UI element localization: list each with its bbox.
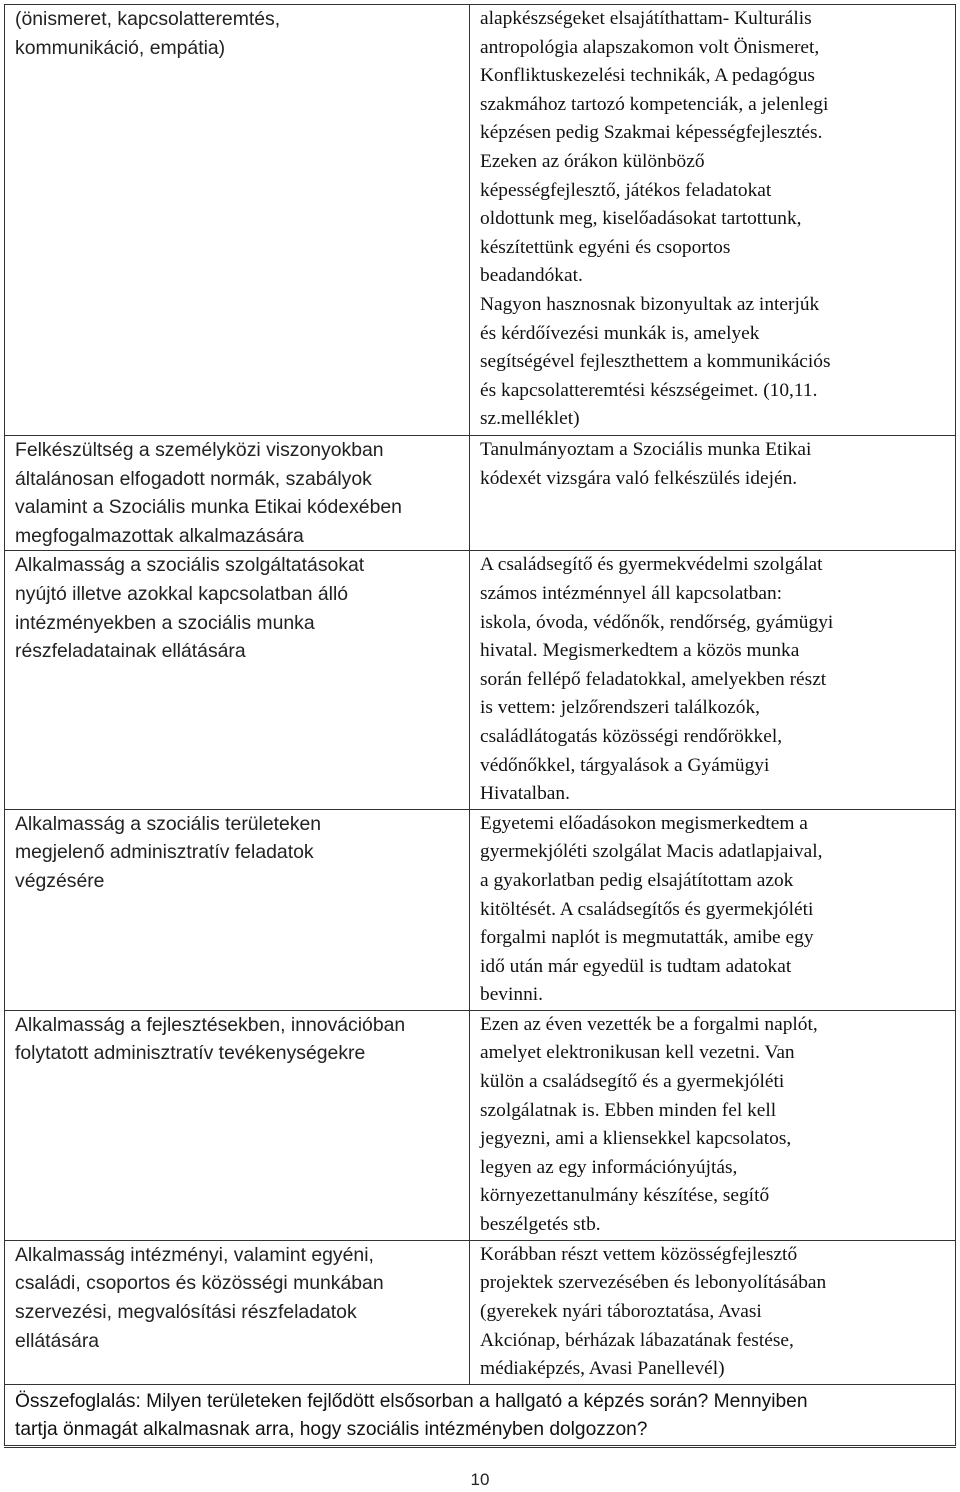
evidence-cell xyxy=(470,1010,956,1240)
evidence-paragraph: Egyetemi előadásokon megismerkedtem a gyermekjóléti szolgálat Macis adatlapjaival, a gyakorlatban pedig elsajátítottam azok kitöltését. A családsegítős és gyermekjóléti forgalmi naplót is megmutatták, amibe egy idő után már egyedül is tudtam adatokat bevinni. xyxy=(480,812,823,1006)
evidence-paragraph: Tanulmányoztam a Szociális munka Etikai kódexét vizsgára való felkészülés idején. xyxy=(480,439,812,489)
evidence-cell xyxy=(470,436,956,551)
competency-cell xyxy=(5,809,470,1010)
evidence-cell xyxy=(470,1240,956,1384)
summary-cell xyxy=(5,1384,956,1446)
table-row xyxy=(5,436,956,551)
competency-text: Felkészültség a személyközi viszonyokban általánosan elfogadott normák, szabályok valamint a Szociális munka Etikai kódexében megfogalmazottak alkalmazására xyxy=(15,439,402,547)
evidence-paragraph: Korábban részt vettem közösségfejlesztő projektek szervezésében és lebonyolításában (gyerekek nyári táboroztatása, Avasi Akciónap, bérházak lábazatának festése, médiaképzés, Avasi Panellevél) xyxy=(480,1243,827,1380)
summary-text: Összefoglalás: Milyen területeken fejlődött elsősorban a hallgató a képzés során? Mennyiben tartja önmagát alkalmasnak arra, hogy szociális intézményben dolgozzon? xyxy=(15,1390,808,1441)
evidence-paragraph: alapkészségeket elsajátíthattam- Kulturális antropológia alapszakomon volt Önismeret, Konfliktuskezelési technikák, A pedagógus szakmához tartozó kompetenciák, a jelenlegi képzésen pedig Szakmai képességfejlesztés. xyxy=(480,8,829,144)
table-row xyxy=(5,1010,956,1240)
table-row xyxy=(5,1240,956,1384)
table-row xyxy=(5,5,956,436)
competency-text: Alkalmasság a szociális területeken megjelenő adminisztratív feladatok végzésére xyxy=(15,812,322,892)
evidence-paragraph: A családsegítő és gyermekvédelmi szolgálat számos intézménnyel áll kapcsolatban: iskola, óvoda, védőnők, rendőrség, gyámügyi hivatal. Megismerkedtem a közös munka során fellépő feladatokkal, amelyekben részt is vettem: jelzőrendszeri találkozók, családlátogatás közösségi rendőrökkel, védőnőkkel, tárgyalások a Gyámügyi Hivatalban. xyxy=(480,554,834,805)
competency-text: Alkalmasság a szociális szolgáltatásokat nyújtó illetve azokkal kapcsolatban álló intézményekben a szociális munka részfeladatainak ellátására xyxy=(15,554,365,663)
competency-table xyxy=(4,4,956,1448)
competency-cell xyxy=(5,1010,470,1240)
evidence-cell xyxy=(470,809,956,1010)
evidence-cell xyxy=(470,5,956,436)
competency-text: Alkalmasság intézményi, valamint egyéni, családi, csoportos és közösségi munkában szervezési, megvalósítási részfeladatok ellátására xyxy=(15,1243,384,1352)
page-number: 10 xyxy=(470,1470,490,1489)
table-row xyxy=(5,809,956,1010)
evidence-paragraph: Ezen az éven vezették be a forgalmi naplót, amelyet elektronikusan kell vezetni. Van külön a családsegítő és a gyermekjóléti szolgálatnak is. Ebben minden fel kell jegyezni, ami a kliensekkel kapcsolatos, legyen az egy információnyújtás, környezettanulmány készítése, segítő beszélgetés stb. xyxy=(480,1013,818,1236)
competency-cell xyxy=(5,1240,470,1384)
table-row xyxy=(5,551,956,809)
evidence-cell xyxy=(470,551,956,809)
competency-cell xyxy=(5,436,470,551)
competency-text: Alkalmasság a fejlesztésekben, innovációban folytatott adminisztratív tevékenységekre xyxy=(15,1013,406,1065)
summary-row xyxy=(5,1384,956,1446)
evidence-paragraph: Ezeken az órákon különböző képességfejlesztő, játékos feladatokat oldottunk meg, kiselőadásokat tartottunk, készítettünk egyéni és csoportos beadandókat. xyxy=(480,150,802,287)
competency-cell xyxy=(5,551,470,809)
evidence-paragraph: Nagyon hasznosnak bizonyultak az interjúk és kérdőívezési munkák is, amelyek segítségével fejleszthettem a kommunikációs és kapcsolatteremtési készségeimet. (10,11. sz.melléklet) xyxy=(480,293,831,430)
competency-cell xyxy=(5,5,470,436)
competency-text: (önismeret, kapcsolatteremtés, kommunikáció, empátia) xyxy=(15,8,281,59)
